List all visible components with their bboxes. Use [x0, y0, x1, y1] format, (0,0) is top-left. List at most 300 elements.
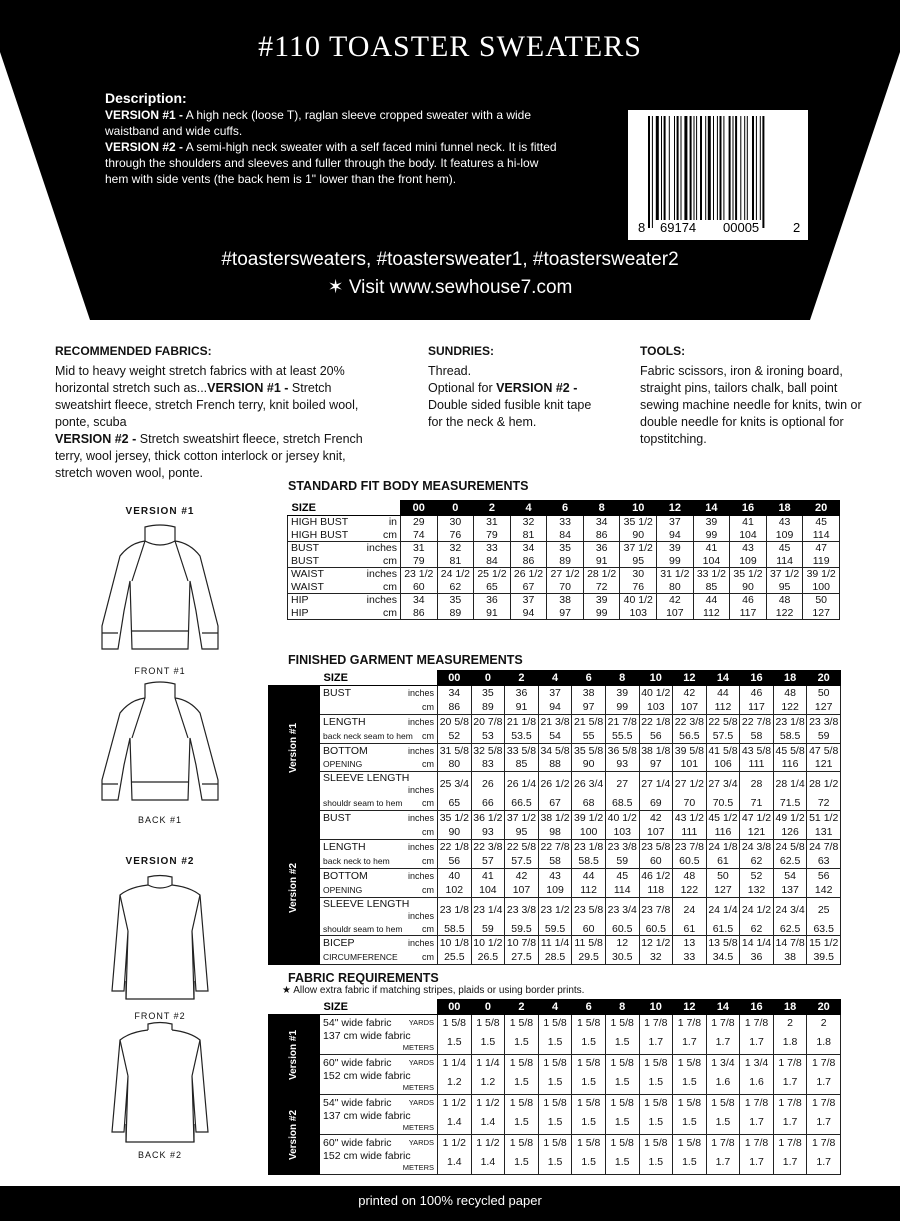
table-cell: 33 5/8	[505, 743, 539, 757]
table-cell: 62.5	[773, 922, 807, 936]
table-cell: 22 7/8	[538, 840, 572, 854]
table-cell: 28.5	[538, 950, 572, 964]
sundries-v2-label: VERSION #2 -	[496, 381, 578, 395]
fabrics-heading: RECOMMENDED FABRICS:	[55, 344, 212, 358]
barcode-bar	[729, 116, 731, 220]
table-cell: 1.8	[773, 1030, 807, 1055]
table-cell: 107	[505, 883, 539, 897]
table-cell: 79	[474, 529, 511, 542]
table-cell: 32	[639, 950, 673, 964]
row-unit: cm	[422, 884, 435, 895]
barcode-bar	[723, 116, 724, 220]
row-label-text: 152 cm wide fabric	[323, 1070, 411, 1082]
body-measurements-table	[287, 500, 840, 620]
table-cell: 1.7	[773, 1110, 807, 1135]
table-cell: 10 1/2	[471, 936, 505, 950]
table-row	[269, 1110, 841, 1135]
table-cell: 1.5	[605, 1150, 639, 1175]
table-cell: 94	[538, 700, 572, 714]
table-row	[269, 922, 841, 936]
table-cell: 59	[605, 854, 639, 868]
table-cell: 23 7/8	[639, 897, 673, 922]
barcode-bar	[717, 116, 718, 220]
row-label-text: CIRCUMFERENCE	[323, 952, 398, 963]
table-cell: 11 1/4	[538, 936, 572, 950]
table-cell: 1 1/2	[438, 1135, 472, 1151]
table-cell: 1 5/8	[538, 1095, 572, 1111]
row-label	[288, 607, 401, 620]
table-cell: 86	[438, 700, 472, 714]
size-header: 10	[639, 1000, 673, 1015]
table-cell: 114	[766, 555, 803, 568]
table-cell: 114	[605, 883, 639, 897]
table-cell: 1.5	[639, 1110, 673, 1135]
table-cell: 27	[605, 772, 639, 797]
table-cell: 119	[803, 555, 840, 568]
fabric-requirements-table	[268, 999, 841, 1175]
fabrics-v1-label: VERSION #1 -	[207, 381, 289, 395]
table-cell: 1 5/8	[505, 1095, 539, 1111]
barcode-bar	[744, 116, 745, 220]
table-cell: 44	[693, 594, 730, 607]
table-cell: 109	[766, 529, 803, 542]
size-header: 12	[657, 501, 694, 516]
row-label	[320, 897, 438, 922]
row-label-text: SLEEVE LENGTH	[323, 772, 410, 785]
website-link[interactable]: Visit www.sewhouse7.com	[348, 277, 573, 298]
table-cell: 103	[620, 607, 657, 620]
table-row	[288, 542, 840, 555]
table-cell: 1 5/8	[572, 1055, 606, 1071]
table-cell: 88	[538, 757, 572, 771]
fabrics-v2-text: Stretch sweatshirt fleece, stretch French terry, wool jersey, thick cotton interlock or jersey knit, stretch woven wool, ponte.	[55, 432, 363, 480]
size-header: 00	[438, 671, 472, 686]
table-cell: 40 1/2	[605, 811, 639, 825]
row-unit: cm	[383, 606, 397, 619]
table-cell: 122	[773, 700, 807, 714]
table-cell: 24 5/8	[773, 840, 807, 854]
table-cell: 52	[740, 868, 774, 882]
table-cell: 1 7/8	[673, 1015, 707, 1031]
table-cell: 48	[766, 594, 803, 607]
table-cell: 32	[437, 542, 474, 555]
row-label-text: 54" wide fabric	[323, 1096, 392, 1109]
table-cell: 101	[673, 757, 707, 771]
table-cell: 68.5	[605, 796, 639, 810]
table-cell: 111	[740, 757, 774, 771]
table-row	[288, 607, 840, 620]
row-unit: METERS	[402, 1163, 435, 1172]
version1-description: A high neck (loose T), raglan sleeve cropped sweater with a wide waistband and wide cuffs.	[105, 108, 532, 138]
size-header: 14	[693, 501, 730, 516]
table-cell: 1 5/8	[505, 1135, 539, 1151]
barcode-digit-2: 69174	[660, 220, 697, 235]
version-group-label	[269, 1095, 320, 1175]
table-cell: 1.7	[706, 1030, 740, 1055]
barcode-bar	[681, 116, 682, 220]
table-cell: 102	[438, 883, 472, 897]
table-cell: 40	[438, 868, 472, 882]
barcode-bar	[674, 116, 675, 220]
table-cell: 50	[706, 868, 740, 882]
table-cell: 97	[639, 757, 673, 771]
table-cell: 63	[807, 854, 841, 868]
row-label-text: HIP	[291, 606, 309, 619]
row-label	[320, 922, 438, 936]
table-cell: 1 5/8	[605, 1055, 639, 1071]
table-cell: 43	[538, 868, 572, 882]
table-cell: 79	[401, 555, 438, 568]
barcode-bar	[690, 116, 692, 220]
table-cell: 116	[706, 825, 740, 839]
row-unit: cm	[422, 923, 435, 934]
barcode-bar	[648, 116, 650, 228]
table-cell: 21 5/8	[572, 714, 606, 728]
barcode-bar	[661, 116, 662, 220]
table-cell: 35 1/2	[438, 811, 472, 825]
table-cell: 35	[547, 542, 584, 555]
row-unit: METERS	[402, 1043, 435, 1052]
sundries-optional-prefix: Optional for	[428, 381, 497, 395]
table-cell: 40 1/2	[620, 594, 657, 607]
table-cell: 126	[773, 825, 807, 839]
size-label: SIZE	[320, 671, 438, 686]
sweater-front-1-drawing	[90, 521, 230, 661]
table-cell: 58.5	[438, 922, 472, 936]
table-cell: 56	[807, 868, 841, 882]
back-1-label: BACK #1	[137, 815, 183, 825]
recommended-fabrics	[55, 343, 385, 482]
table-cell: 1.5	[505, 1110, 539, 1135]
table-cell: 21 1/8	[505, 714, 539, 728]
table-cell: 42	[657, 594, 694, 607]
table-cell: 1 1/4	[438, 1055, 472, 1071]
table-cell: 1 7/8	[740, 1015, 774, 1031]
table-cell: 39 1/2	[803, 568, 840, 581]
table-cell: 25 1/2	[474, 568, 511, 581]
table-cell: 11 5/8	[572, 936, 606, 950]
size-header: 10	[639, 671, 673, 686]
row-label	[320, 825, 438, 839]
body-measurements-title: STANDARD FIT BODY MEASUREMENTS	[288, 479, 529, 493]
table-cell: 95	[620, 555, 657, 568]
table-cell: 62	[740, 854, 774, 868]
table-cell: 95	[766, 581, 803, 594]
table-cell: 131	[807, 825, 841, 839]
row-label	[288, 555, 401, 568]
table-cell: 103	[605, 825, 639, 839]
barcode-digit-4: 2	[793, 220, 801, 235]
table-row	[269, 700, 841, 714]
size-header-row	[269, 1000, 841, 1015]
row-label-text: 60" wide fabric	[323, 1056, 392, 1069]
table-cell: 106	[706, 757, 740, 771]
table-cell: 118	[639, 883, 673, 897]
table-row	[288, 555, 840, 568]
row-unit: inches	[408, 745, 435, 756]
table-cell: 85	[693, 581, 730, 594]
table-cell: 83	[471, 757, 505, 771]
size-header: 14	[706, 1000, 740, 1015]
barcode-bar	[720, 116, 722, 220]
sundries-heading: SUNDRIES:	[428, 344, 495, 358]
row-unit: cm	[422, 855, 435, 866]
size-header: 16	[740, 671, 774, 686]
size-header: 10	[620, 501, 657, 516]
table-cell: 1.5	[605, 1070, 639, 1095]
table-cell: 38	[547, 594, 584, 607]
row-label	[320, 868, 438, 882]
star-icon: ✶	[327, 277, 344, 298]
table-cell: 39	[605, 686, 639, 700]
row-label-text: back neck to hem	[323, 855, 390, 866]
table-cell: 107	[673, 700, 707, 714]
size-header: 2	[474, 501, 511, 516]
table-cell: 1.7	[773, 1070, 807, 1095]
table-cell: 23 3/8	[505, 897, 539, 922]
version-group-text: Version #1	[288, 723, 300, 774]
table-cell: 89	[437, 607, 474, 620]
version-group-text: Version #1	[288, 1029, 300, 1080]
version-group-label	[269, 811, 320, 965]
table-cell: 1 7/8	[807, 1055, 841, 1071]
row-unit: inches	[408, 813, 435, 824]
row-unit: YARDS	[408, 1057, 435, 1067]
table-cell: 66.5	[505, 796, 539, 810]
table-cell: 13 5/8	[706, 936, 740, 950]
row-label-text: shouldr seam to hem	[323, 923, 403, 934]
table-cell: 94	[510, 607, 547, 620]
table-cell: 20 5/8	[438, 714, 472, 728]
table-cell: 57.5	[505, 854, 539, 868]
size-header: 16	[740, 1000, 774, 1015]
table-cell: 36	[474, 594, 511, 607]
row-label-text: BOTTOM	[323, 744, 368, 757]
table-cell: 33	[547, 516, 584, 529]
table-cell: 121	[740, 825, 774, 839]
barcode-bar	[664, 116, 666, 220]
table-cell: 94	[657, 529, 694, 542]
row-label	[320, 1070, 438, 1095]
table-cell: 1.5	[505, 1150, 539, 1175]
table-cell: 59	[807, 729, 841, 743]
table-cell: 43 1/2	[673, 811, 707, 825]
table-cell: 1.6	[706, 1070, 740, 1095]
barcode-digit-1: 8	[638, 220, 646, 235]
front-2-label: FRONT #2	[134, 1011, 186, 1021]
table-cell: 27 1/2	[673, 772, 707, 797]
table-cell: 24 1/2	[740, 897, 774, 922]
table-cell: 112	[572, 883, 606, 897]
table-cell: 42	[639, 811, 673, 825]
table-cell: 60.5	[605, 922, 639, 936]
table-cell: 132	[740, 883, 774, 897]
table-cell: 1.5	[505, 1030, 539, 1055]
row-label	[320, 1150, 438, 1175]
table-cell: 81	[510, 529, 547, 542]
table-cell: 32	[510, 516, 547, 529]
row-label	[320, 1030, 438, 1055]
table-cell: 41 5/8	[706, 743, 740, 757]
table-cell: 48	[773, 686, 807, 700]
table-cell: 1.2	[471, 1070, 505, 1095]
table-cell: 26.5	[471, 950, 505, 964]
back-1-illustration	[70, 680, 250, 825]
tools-heading: TOOLS:	[640, 344, 686, 358]
table-row	[269, 796, 841, 810]
table-cell: 1 5/8	[572, 1095, 606, 1111]
version2-description: A semi-high neck sweater with a self faced mini funnel neck. It is fitted through the shoulders and sleeves and fuller through the body. It features a hi-low hem with side vents (the back hem is 1" lower than the front hem).	[105, 140, 557, 186]
table-cell: 35 1/2	[730, 568, 767, 581]
table-row	[269, 743, 841, 757]
row-label-text: HIP	[291, 594, 309, 607]
size-header: 2	[505, 671, 539, 686]
row-label	[288, 594, 401, 607]
table-cell: 86	[510, 555, 547, 568]
size-header-row	[269, 671, 841, 686]
table-cell: 1.7	[706, 1150, 740, 1175]
table-cell: 22 5/8	[706, 714, 740, 728]
row-label	[320, 757, 438, 771]
sweater-back-2-drawing	[90, 1020, 230, 1145]
table-cell: 65	[438, 796, 472, 810]
sundries-optional-text: Double sided fusible knit tape for the neck & hem.	[428, 398, 592, 429]
table-cell: 37	[510, 594, 547, 607]
table-cell: 61.5	[706, 922, 740, 936]
size-header: 6	[572, 671, 606, 686]
table-cell: 12	[605, 936, 639, 950]
row-unit: cm	[422, 798, 435, 809]
row-label	[320, 950, 438, 964]
table-cell: 58.5	[773, 729, 807, 743]
table-cell: 28 1/2	[583, 568, 620, 581]
barcode-bar	[705, 116, 706, 220]
table-cell: 59	[471, 922, 505, 936]
table-cell: 24 1/4	[706, 897, 740, 922]
table-cell: 47 1/2	[740, 811, 774, 825]
table-cell: 93	[471, 825, 505, 839]
row-label-text: OPENING	[323, 759, 363, 770]
row-label	[320, 772, 438, 797]
table-cell: 142	[807, 883, 841, 897]
table-cell: 1 5/8	[673, 1055, 707, 1071]
row-label-text: BUST	[291, 542, 320, 555]
table-cell: 30.5	[605, 950, 639, 964]
table-cell: 45 1/2	[706, 811, 740, 825]
table-cell: 127	[803, 607, 840, 620]
table-cell: 67	[510, 581, 547, 594]
table-cell: 1 1/2	[438, 1095, 472, 1111]
table-cell: 59.5	[538, 922, 572, 936]
table-cell: 1.5	[572, 1110, 606, 1135]
table-cell: 43	[730, 542, 767, 555]
size-header: 0	[471, 671, 505, 686]
table-cell: 1 5/8	[605, 1135, 639, 1151]
table-cell: 1 7/8	[740, 1135, 774, 1151]
table-cell: 38 1/8	[639, 743, 673, 757]
size-header: 4	[538, 671, 572, 686]
table-cell: 26 1/2	[510, 568, 547, 581]
table-cell: 1.4	[438, 1110, 472, 1135]
row-label	[320, 796, 438, 810]
table-cell: 1.5	[605, 1030, 639, 1055]
table-cell: 1.7	[673, 1030, 707, 1055]
table-cell: 30	[437, 516, 474, 529]
table-cell: 1 1/4	[471, 1055, 505, 1071]
table-cell: 23 1/4	[471, 897, 505, 922]
table-cell: 90	[620, 529, 657, 542]
row-unit: YARDS	[408, 1137, 435, 1147]
table-cell: 47 5/8	[807, 743, 841, 757]
row-unit: cm	[383, 528, 397, 541]
table-row	[269, 883, 841, 897]
size-header: 00	[401, 501, 438, 516]
row-label	[320, 1095, 438, 1111]
row-label-text: BUST	[323, 686, 352, 699]
table-cell: 1.5	[538, 1110, 572, 1135]
table-cell: 1 5/8	[471, 1015, 505, 1031]
row-label-text: WAIST	[291, 580, 324, 593]
barcode-bar	[752, 116, 754, 220]
table-row	[269, 1015, 841, 1031]
table-cell: 107	[639, 825, 673, 839]
row-label	[320, 729, 438, 743]
table-cell: 29.5	[572, 950, 606, 964]
table-cell: 12 1/2	[639, 936, 673, 950]
description-heading: Description:	[105, 90, 187, 106]
table-cell: 37	[657, 516, 694, 529]
version-group-label	[269, 686, 320, 811]
tools-text: Fabric scissors, iron & ironing board, straight pins, tailors chalk, ball point sewing machine needle for knits, twin or double needle for knits is optional for topstitching.	[640, 364, 862, 446]
table-cell: 36 5/8	[605, 743, 639, 757]
table-cell: 41	[471, 868, 505, 882]
table-cell: 1 5/8	[639, 1055, 673, 1071]
row-label-text: 137 cm wide fabric	[323, 1030, 411, 1042]
table-cell: 1.5	[673, 1110, 707, 1135]
front-2-illustration	[70, 856, 250, 1021]
table-cell: 85	[505, 757, 539, 771]
table-cell: 23 5/8	[639, 840, 673, 854]
row-unit: cm	[422, 730, 435, 741]
table-cell: 1 5/8	[572, 1135, 606, 1151]
table-cell: 99	[583, 607, 620, 620]
table-row	[269, 714, 841, 728]
table-cell: 23 1/2	[401, 568, 438, 581]
table-cell: 1 1/2	[471, 1095, 505, 1111]
fabrics-v1-text: Stretch sweatshirt fleece, stretch French terry, knit boiled wool, ponte, scuba	[55, 381, 359, 429]
table-cell: 1 5/8	[639, 1095, 673, 1111]
header-spacer	[269, 1000, 320, 1015]
back-2-illustration	[70, 1020, 250, 1160]
table-cell: 1 3/4	[706, 1055, 740, 1071]
table-cell: 25	[807, 897, 841, 922]
row-unit: cm	[422, 952, 435, 963]
table-cell: 38	[773, 950, 807, 964]
table-cell: 72	[807, 796, 841, 810]
table-cell: 26 1/4	[505, 772, 539, 797]
table-cell: 31 5/8	[438, 743, 472, 757]
table-cell: 52	[438, 729, 472, 743]
row-label	[320, 686, 438, 700]
version-group-text: Version #2	[288, 1109, 300, 1160]
barcode-bar	[747, 116, 748, 220]
table-cell: 1.5	[538, 1070, 572, 1095]
table-cell: 69	[639, 796, 673, 810]
table-cell: 1.4	[471, 1150, 505, 1175]
row-unit: YARDS	[408, 1017, 435, 1027]
table-cell: 37 1/2	[505, 811, 539, 825]
table-cell: 62	[437, 581, 474, 594]
